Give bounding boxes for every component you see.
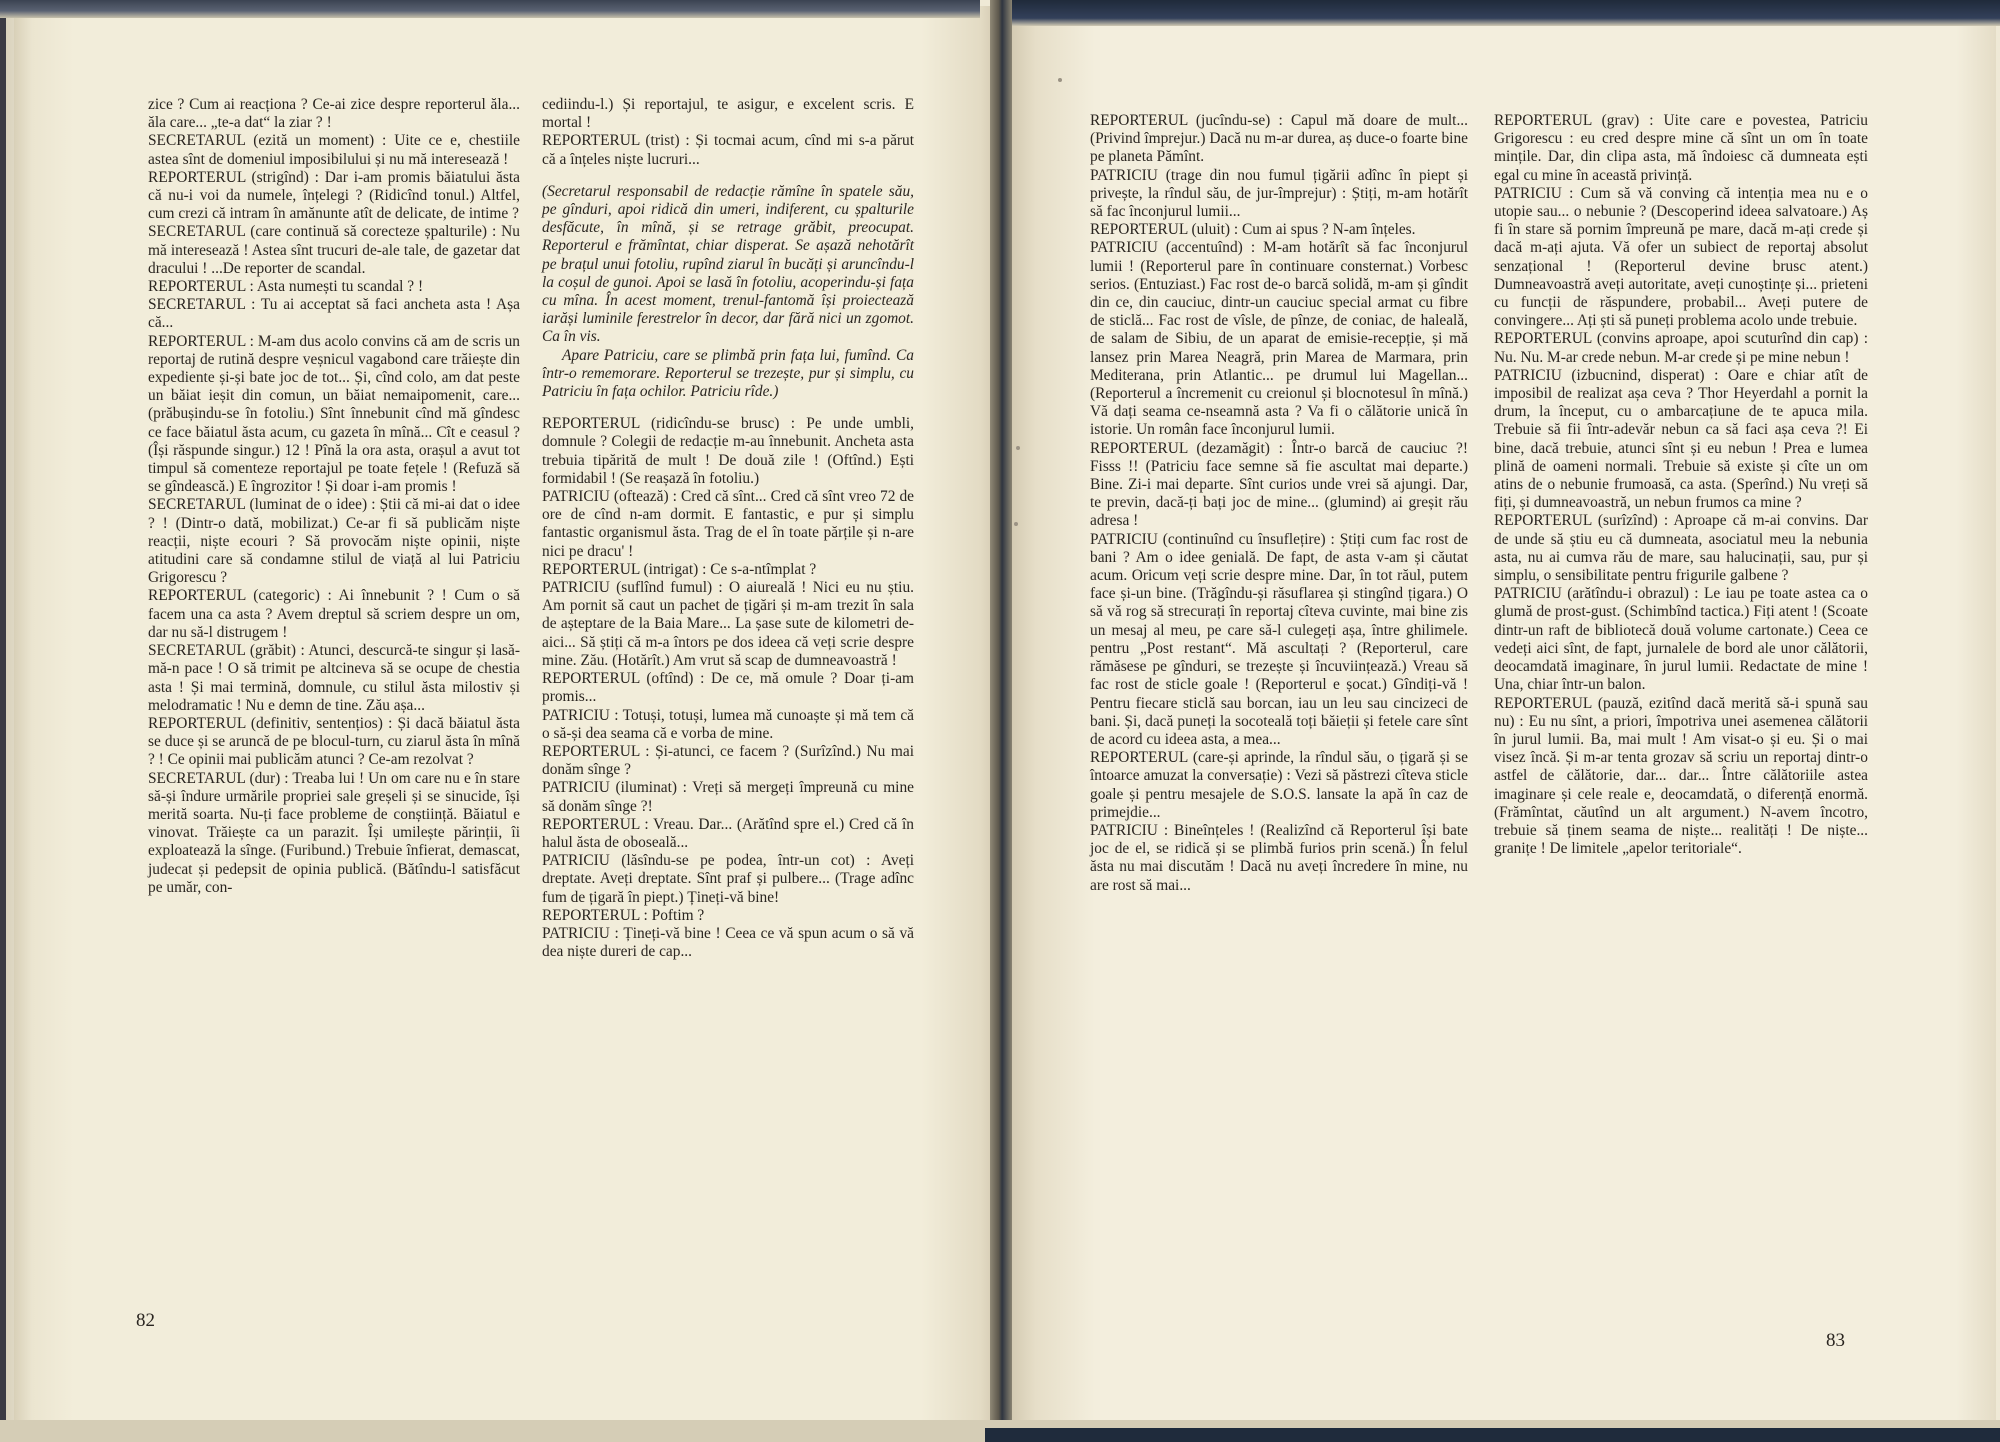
paragraph: REPORTERUL (jucîndu-se) : Capul mă doare de mult... (Privind împrejur.) Dacă nu m-ar durea, aș duce-o foarte bine pe planeta Pămînt. <box>1090 112 1468 166</box>
paragraph: PATRICIU (izbucnind, disperat) : Oare e chiar atît de imposibil de realizat așa ceva ? Thor Heyerdahl a pornit la drum, la început, cu o ambarcațiune de te apuca mila. Trebuie să fii într-adevăr nebun ca să faci așa ceva ?! Ei bine, dacă trebuie, atunci sînt și eu nebun ! Prea e lumea plină de oameni normali. Trebuie să existe și cîte un om atins de o nebunie frumoasă, ca asta. (Sperînd.) Nu vreți să fiți, și dumneavoastră, un nebun frumos ca mine ? <box>1494 366 1868 512</box>
page-number: 82 <box>136 1310 155 1331</box>
paragraph: REPORTERUL (oftînd) : De ce, mă omule ? Doar ți-am promis... <box>542 670 914 706</box>
paragraph: PATRICIU : Totuși, totuși, lumea mă cunoaște și mă tem că o să-și dea seama că e vorba de mine. <box>542 706 914 742</box>
paragraph: REPORTERUL (surîzînd) : Aproape că m-ai convins. Dar de unde să știu eu că dumneata, asociatul meu la nebunia asta, nu ai cumva rău de mare, sau halucinații, sau, pur și simplu, o sensibilitate pentru frigurile galbene ? <box>1494 512 1868 585</box>
left-page-column-1 <box>148 96 520 897</box>
stage-direction: (Secretarul responsabil de redacție rămîne în spatele său, pe gînduri, apoi ridică din umeri, indiferent, cu șpalturile desfăcute, în mînă, și se retrage grăbit, preocupat. Reporterul e frămîntat, chiar disperat. Se așază nehotărît pe brațul unui fotoliu, rupînd ziarul în bucăți și aruncîndu-l la coșul de gunoi. Apoi se lasă în fotoliu, acoperindu-și fața cu mîna. În acest moment, trenul-fantomă își proiectează iarăși luminile ferestrelor în decor, dar fără nici un zgomot. Ca în vis. <box>542 182 914 346</box>
paper-speck <box>1016 446 1020 450</box>
paragraph: PATRICIU (continuînd cu însuflețire) : Știți cum fac rost de bani ? Am o idee genială. De fapt, de asta v-am și căutat acum. Oricum veți scrie despre mine. Dar, în tot răul, putem face și-un bine. (Trăgîndu-și răsuflarea și stingînd țigara.) O să vă rog să strecurați în reportaj cîteva cuvinte, mai bine zis un mesaj al meu, pe care să-l culegeți așa, între ghilimele. pentru „Post restant“. Mă ascultați ? (Reporterul, care rămăsese pe gînduri, se trezește și încuviințează.) Vreau să fac rost de sticle goale ! (Reporterul e șocat.) Gîndiți-vă ! Pentru fiecare sticlă sau borcan, iau un leu sau cincizeci de bani. Și, dacă puneți la socoteală toți băieții și fetele care sînt de acord cu ideea asta, a mea... <box>1090 530 1468 748</box>
paragraph: REPORTERUL (definitiv, sentențios) : Și dacă băiatul ăsta se duce și se aruncă de pe blocul-turn, cu ziarul ăsta în mînă ? ! Ce opinii mai publicăm atunci ? Ce-am rezolvat ? <box>148 714 520 769</box>
paragraph: SECRETARUL (grăbit) : Atunci, descurcă-te singur și lasă-mă-n pace ! O să trimit pe altcineva să se ocupe de chestia asta ! Și mai termină, domnule, cu stilul ăsta milostiv și melodramatic ! Nu e demn de tine. Zău așa... <box>148 642 520 714</box>
paragraph: PATRICIU (arătîndu-i obrazul) : Le iau pe toate astea ca o glumă de prost-gust. (Schimbînd tactica.) Fiți atent ! (Scoate dintr-un raft de bibliotecă două volume cartonate.) Ceea ce vedeți aici sînt, de fapt, jurnalele de bord ale unor călătorii, deocamdată imaginare, în jurul lumii. Redactate de mine ! Una, chiar într-un balon. <box>1494 585 1868 694</box>
paper-speck <box>1058 78 1062 82</box>
paragraph: REPORTERUL (grav) : Uite care e povestea, Patriciu Grigorescu : eu cred despre mine că sînt un om în toate mințile. Dar, din clipa asta, mă îndoiesc că dumneata ești egal cu mine în această privință. <box>1494 112 1868 184</box>
paragraph: REPORTERUL (intrigat) : Ce s-a-ntîmplat ? <box>542 560 817 578</box>
right-page-column-2 <box>1494 112 1868 858</box>
paragraph: SECRETARUL : Tu ai acceptat să faci ancheta asta ! Așa că... <box>148 296 520 332</box>
paragraph: cediindu-l.) Și reportajul, te asigur, e excelent scris. E mortal ! <box>542 96 914 132</box>
paragraph: REPORTERUL (care-și aprinde, la rîndul său, o țigară și se întoarce amuzat la conversație) : Vezi să păstrezi cîteva sticle goale și pentru mesajele de S.O.S. lansate la apă în caz de primejdie... <box>1090 749 1468 821</box>
paragraph: REPORTERUL : Vreau. Dar... (Arătînd spre el.) Cred că în halul ăsta de oboseală... <box>542 815 914 851</box>
paragraph: PATRICIU (iluminat) : Vreți să mergeți împreună cu mine să donăm sînge ?! <box>542 779 914 815</box>
paragraph: REPORTERUL (pauză, ezitînd dacă merită să-i spună sau nu) : Eu nu sînt, a priori, împotriva unei asemenea călătorii în jurul lumii. Ba, mai mult ! Am visat-o și eu. Și o mai visez încă. Și m-ar tenta grozav să scriu un reportaj dintr-o astfel de călătorie, dar... dar... Între călătoriile astea imaginare și cele reale e, deocamdată, o diferență enormă. (Frămîntat, căutînd un alt argument.) N-avem încotro, trebuie să ținem seama de niște... realități ! De niște... granițe ! De limitele „apelor teritoriale“. <box>1494 694 1868 858</box>
paragraph: REPORTERUL (ridicîndu-se brusc) : Pe unde umbli, domnule ? Colegii de redacție m-au înnebunit. Ancheta asta trebuia tipărită de mult ! De două zile ! (Oftînd.) Ești formidabil ! (Se reașază în fotoliu.) <box>542 415 914 487</box>
paper-speck <box>1014 522 1018 526</box>
paragraph: PATRICIU (accentuînd) : M-am hotărît să fac înconjurul lumii ! (Reporterul pare în continuare consternat.) Vorbesc serios. (Entuziast.) Fac rost de-o barcă solidă, m-am și gîndit din ce, din cauciuc, dintr-un cauciuc special armat cu fibre de sticlă... Fac rost de vîsle, de pînze, de coniac, de halealǎ, de salam de Sibiu, de un aparat de emisie-recepție, și mă lansez prin Marea Neagră, prin Marea de Marmara, prin Mediterana, prin Atlantic... pe drumul lui Magellan... (Reporterul a încremenit cu creionul și blocnotesul în mînă.) Vă dați seama ce-nseamnă asta ? Va fi o călătorie unică în istorie. Un român face înconjurul lumii. <box>1090 239 1468 439</box>
paragraph: REPORTERUL : M-am dus acolo convins că am de scris un reportaj de rutină despre veșnicul vagabond care trăiește din expediente și-și bate joc de tot... Și, cînd colo, am dat peste un băiat ieșit din comun, un băiat nemaipomenit, care... (prăbușindu-se în fotoliu.) Sînt înnebunit cînd mă gîndesc ce face băiatul ăsta acum, cu gazeta în mînă... Cît e ceasul ? (Își răspunde singur.) 12 ! Pînă la ora asta, orașul a avut tot timpul să comenteze reportajul pe toate fețele ! (Refuză să se gîndească.) E îngrozitor ! Și doar i-am promis ! <box>148 332 520 496</box>
paragraph: REPORTERUL : Asta numești tu scandal ? ! <box>148 278 424 296</box>
book-gutter <box>990 0 1012 1442</box>
right-page-column-1 <box>1090 112 1468 895</box>
paragraph: PATRICIU : Bineînțeles ! (Realizînd că Reporterul își bate joc de el, se ridică și se plimbă furios prin scenă.) În felul ăsta nu mai discutăm ! Dacă nu aveți încredere în mine, nu are rost să mai... <box>1090 821 1468 894</box>
bottom-edge <box>0 1420 2000 1442</box>
paragraph: REPORTERUL : Și-atunci, ce facem ? (Surîzînd.) Nu mai donăm sînge ? <box>542 742 914 779</box>
paragraph: PATRICIU : Cum să vă conving că intenția mea nu e o utopie sau... o nebunie ? (Descoperind ideea salvatoare.) Aș fi în stare să pornim împreună pe mare, dacă m-ați crede și dacă m-ați ajuta. Vă ofer un subiect de reportaj absolut senzațional ! (Reporterul devine brusc atent.) Dumneavoastră aveți autoritate, aveți cunoștințe și... prieteni cu funcții de răspundere, probabil... Aveți putere de convingere... Ați ști să puneți problema acolo unde trebuie. <box>1494 184 1868 330</box>
page-number: 83 <box>1826 1330 1845 1351</box>
stage-direction: Apare Patriciu, care se plimbă prin fața lui, fumînd. Ca într-o rememorare. Reporterul se trezește, pur și simplu, cu Patriciu în fața ochilor. Patriciu rîde.) <box>542 346 914 401</box>
paragraph: REPORTERUL (trist) : Și tocmai acum, cînd mi s-a părut că a înțeles niște lucruri... <box>542 132 914 168</box>
paragraph: PATRICIU (trage din nou fumul țigării adînc în piept și privește, la rîndul său, de jur-împrejur) : Știți, m-am hotărît să fac înconjurul lumii... <box>1090 166 1468 221</box>
paragraph: PATRICIU (oftează) : Cred că sînt... Cred că sînt vreo 72 de ore de cînd n-am dormit. E fantastic, e pur și simplu fantastic organismul ăsta. Trag de el în toate părțile și n-are nici pe dracu' ! <box>542 488 914 560</box>
paragraph: SECRETARUL (luminat de o idee) : Știi că mi-ai dat o idee ? ! (Dintr-o dată, mobilizat.) Ce-ar fi să publicăm niște reacții, niște ecouri ? Să provocăm niște opinii, niște atitudini care să condamne stilul de viață al lui Patriciu Grigorescu ? <box>148 496 520 587</box>
paragraph: REPORTERUL (convins aproape, apoi scuturînd din cap) : Nu. Nu. M-ar crede nebun. M-ar crede și pe mine nebun ! <box>1494 330 1868 366</box>
paragraph: SECRETARUL (dur) : Treaba lui ! Un om care nu e în stare să-și îndure urmările propriei sale greșeli și se sinucide, își merită soarta. Nu-ți face probleme de conștiință. Băiatul e vinovat. Trăiește ca un parazit. Își umilește părinții, îi exploatează la sînge. (Furibund.) Trebuie înfierat, demascat, judecat și pedepsit de opinia publică. (Bătîndu-l satisfăcut pe umăr, con- <box>148 769 520 896</box>
top-edge-right <box>1010 0 2000 26</box>
paragraph: REPORTERUL (uluit) : Cum ai spus ? N-am înțeles. <box>1090 221 1416 239</box>
paragraph: REPORTERUL (dezamăgit) : Într-o barcă de cauciuc ?! Fisss !! (Patriciu face semne să fie ascultat mai departe.) Bine. Zi-i mai departe. Sînt curios unde vrei să ajungi. Dar, te previn, dacă-ți bați joc de mine... (glumind) ai greșit rău adresa ! <box>1090 439 1468 530</box>
top-edge <box>0 0 980 18</box>
paragraph: PATRICIU (suflînd fumul) : O aiureală ! Nici eu nu știu. Am pornit să caut un pachet de țigări și m-am trezit în sala de așteptare de la Baia Mare... La șase sute de kilometri de-aici... Să știți că m-a întors pe dos ideea că veți scrie despre mine. Zău. (Hotărît.) Am vrut să scap de dumneavoastră ! <box>542 579 914 669</box>
paragraph: PATRICIU : Țineți-vă bine ! Ceea ce vă spun acum o să vă dea niște dureri de cap... <box>542 924 914 961</box>
paragraph: PATRICIU (lăsîndu-se pe podea, într-un cot) : Aveți dreptate. Aveți dreptate. Sînt praf și pulbere... (Trage adînc fum de țigară în piept.) Țineți-vă bine! <box>542 852 914 906</box>
paragraph: zice ? Cum ai reacționa ? Ce-ai zice despre reporterul ăla... ăla care... „te-a dat“ la ziar ? ! <box>148 96 520 132</box>
paragraph: REPORTERUL (strigînd) : Dar i-am promis băiatului ăsta că nu-i voi da numele, înțelegi ? (Ridicînd tonul.) Altfel, cum crezi că intram în amănunte atît de delicate, de intime ? <box>148 168 520 223</box>
paragraph: REPORTERUL (categoric) : Ai înnebunit ? ! Cum o să facem una ca asta ? Avem dreptul să scriem despre un om, dar nu să-l distrugem ! <box>148 587 520 641</box>
paragraph: SECRETARUL (care continuă să corecteze șpalturile) : Nu mă interesează ! Astea sînt trucuri de-ale tale, de gazetar dat dracului ! ...De reporter de scandal. <box>148 223 520 277</box>
left-page-column-2 <box>542 96 914 961</box>
paragraph: REPORTERUL : Poftim ? <box>542 906 705 924</box>
paragraph: SECRETARUL (ezită un moment) : Uite ce e, chestiile astea sînt de domeniul imposibilului și nu mă interesează ! <box>148 132 520 168</box>
